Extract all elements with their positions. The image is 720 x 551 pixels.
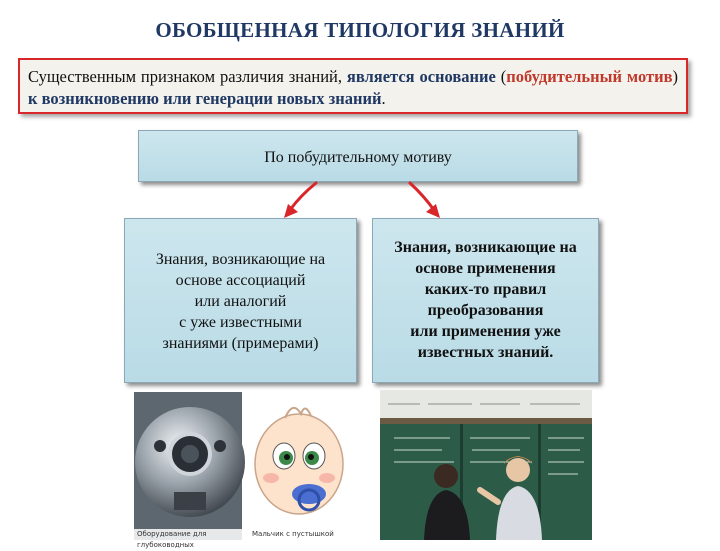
photo-caption-middle: Мальчик с пустышкой bbox=[249, 529, 349, 540]
definition-text-2: является основание bbox=[346, 67, 496, 86]
right-node-line: каких-то правил bbox=[424, 281, 547, 298]
baby-cartoon-image bbox=[249, 392, 349, 540]
definition-text-6: к возникновению или генерации новых знаний bbox=[28, 89, 382, 108]
left-node bbox=[124, 218, 357, 383]
right-node-line: основе применения bbox=[415, 260, 556, 277]
classroom-photo bbox=[380, 390, 592, 540]
baby-cartoon-photo bbox=[249, 392, 349, 540]
right-node bbox=[372, 218, 599, 383]
right-node-line: Знания, возникающие на bbox=[394, 239, 577, 256]
bathyscaphe-photo bbox=[134, 392, 242, 549]
page-title: ОБОБЩЕННАЯ ТИПОЛОГИЯ ЗНАНИЙ bbox=[155, 18, 565, 42]
classroom-image bbox=[380, 390, 592, 540]
arrow-right bbox=[410, 183, 434, 210]
left-node-line: или аналогий bbox=[194, 293, 287, 310]
left-node-line: Знания, возникающие на bbox=[155, 251, 326, 268]
definition-text-1: Существенным признаком различия знаний, bbox=[28, 67, 347, 86]
left-node-line: основе ассоциаций bbox=[175, 272, 306, 289]
definition-text-3: ( bbox=[495, 67, 507, 86]
right-node-line: преобразования bbox=[427, 302, 544, 319]
definition-text-5: ) bbox=[672, 67, 678, 86]
definition-text-4: побудительный мотив bbox=[506, 67, 673, 86]
right-node-line: или применения уже bbox=[410, 323, 561, 340]
root-node: По побудительному мотиву bbox=[138, 130, 578, 182]
definition-text-7: . bbox=[381, 89, 386, 108]
left-node-line: знаниями (примерами) bbox=[162, 335, 319, 352]
photo-caption-left: Оборудование для глубоководных bbox=[134, 529, 242, 540]
arrow-left-head bbox=[284, 204, 298, 218]
right-node-line: известных знаний. bbox=[417, 344, 554, 361]
bathyscaphe-image bbox=[134, 392, 242, 540]
left-node-line: с уже известными bbox=[179, 314, 302, 331]
arrow-left bbox=[290, 183, 316, 210]
